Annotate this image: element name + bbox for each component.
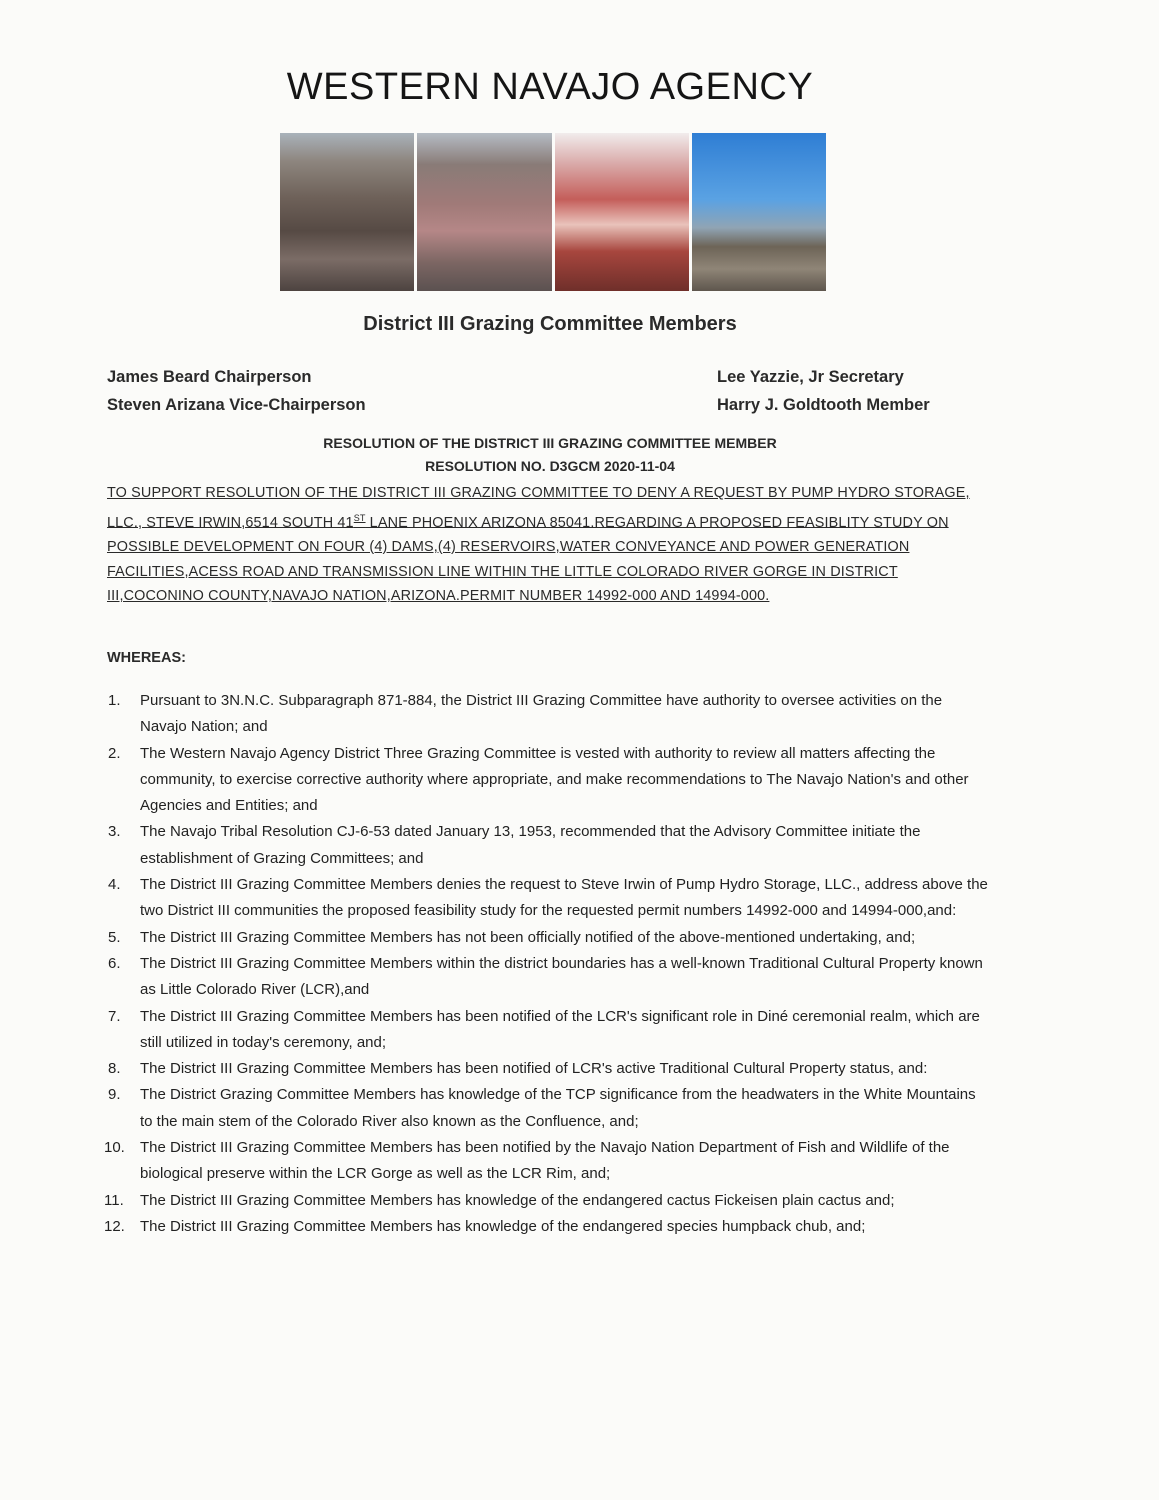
member-chairperson: James Beard Chairperson bbox=[107, 368, 312, 386]
clause bbox=[0, 741, 1159, 820]
agency-title: WESTERN NAVAJO AGENCY bbox=[286, 66, 814, 108]
clause-number: 9. bbox=[108, 1086, 121, 1104]
purpose-text-1: TO SUPPORT RESOLUTION OF THE DISTRICT III GRAZING COMMITTEE TO DENY A REQUEST BY PUMP HYDRO STORAGE, LLC., STEVE IRWIN,6514 SOUTH 41 bbox=[107, 485, 970, 531]
landscape-photo-banner bbox=[280, 133, 826, 291]
clause bbox=[0, 1135, 1159, 1188]
clause-text: The District III Grazing Committee Members has knowledge of the endangered species humpback chub, and; bbox=[140, 1217, 866, 1235]
clause-number: 7. bbox=[108, 1007, 121, 1025]
clause-text: The District III Grazing Committee Members has been notified of the LCR's significant role in Diné ceremonial realm, which are still utilized in today's ceremony, and; bbox=[140, 1007, 980, 1051]
purpose-text-2: LANE PHOENIX ARIZONA 85041.REGARDING A PROPOSED FEASIBLITY STUDY ON POSSIBLE DEVELOPMENT ON FOUR (4) DAMS,(4) RESERVOIRS,WATER CONVEYANCE AND POWER GENERATION FACILITIES,ACESS ROAD AND TRANSMISSION LINE WITHIN THE LITTLE COLORADO RIVER GORGE IN DISTRICT III,COCONINO COUNTY,NAVAJO NATION,ARIZONA.PERMIT NUMBER 14992-000 AND 14994-000. bbox=[107, 514, 949, 605]
resolution-purpose bbox=[107, 481, 975, 609]
clause-text: The Navajo Tribal Resolution CJ-6-53 dated January 13, 1953, recommended that the Advisory Committee initiate the establishment of Grazing Committees; and bbox=[140, 823, 921, 867]
clause-text: The District III Grazing Committee Members has been notified of LCR's active Traditional Cultural Property status, and: bbox=[140, 1060, 928, 1078]
red-rock-photo bbox=[555, 133, 689, 291]
clause-number: 1. bbox=[108, 692, 121, 709]
clause-text: The District III Grazing Committee Members denies the request to Steve Irwin of Pump Hydro Storage, LLC., address above the two District III communities the proposed feasibility study for the requested permit numbers 14992-000 and 14994-000,and: bbox=[140, 876, 988, 920]
resolution-number: RESOLUTION NO. D3GCM 2020-11-04 bbox=[425, 458, 675, 474]
clause-number: 11. bbox=[104, 1191, 124, 1209]
clause bbox=[0, 951, 1159, 1004]
clause bbox=[0, 1004, 1159, 1057]
clause-number: 6. bbox=[108, 954, 121, 972]
members-right bbox=[717, 363, 930, 419]
clause bbox=[0, 1056, 1159, 1082]
clause bbox=[0, 872, 1159, 925]
clause-text: The Western Navajo Agency District Three Grazing Committee is vested with authority to review all matters affecting the community, to exercise corrective authority where appropriate, and make recommendations to The Navajo Nation's and other Agencies and Entities; and bbox=[140, 744, 969, 815]
clause-text: The District Grazing Committee Members has knowledge of the TCP significance from the headwaters in the White Mountains to the main stem of the Colorado River also known as the Confluence, and; bbox=[140, 1086, 976, 1130]
clause bbox=[0, 925, 1159, 951]
clause-text: The District III Grazing Committee Members has knowledge of the endangered cactus Fickeisen plain cactus and; bbox=[140, 1191, 895, 1209]
clause bbox=[0, 819, 1159, 872]
member-vice-chairperson: Steven Arizana Vice-Chairperson bbox=[107, 396, 366, 414]
clause-text: The District III Grazing Committee Members within the district boundaries has a well-known Traditional Cultural Property known as Little Colorado River (LCR),and bbox=[140, 954, 983, 999]
clause-number: 10. bbox=[104, 1139, 125, 1157]
clause bbox=[0, 1214, 1159, 1240]
clause-text: The District III Grazing Committee Members has not been officially notified of the above-mentioned undertaking, and; bbox=[140, 928, 916, 946]
clause-text: The District III Grazing Committee Members has been notified by the Navajo Nation Department of Fish and Wildlife of the biological preserve within the LCR Gorge as well as the LCR Rim, and; bbox=[140, 1139, 950, 1183]
committee-title: District III Grazing Committee Members bbox=[363, 313, 737, 335]
clause-number: 2. bbox=[108, 744, 121, 762]
clause-number: 5. bbox=[108, 928, 121, 946]
member-secretary: Lee Yazzie, Jr Secretary bbox=[717, 368, 904, 386]
resolution-heading: RESOLUTION OF THE DISTRICT III GRAZING COMMITTEE MEMBER bbox=[323, 435, 777, 451]
clause-number: 8. bbox=[108, 1060, 121, 1078]
mesa-photo bbox=[692, 133, 826, 291]
clause-number: 4. bbox=[108, 876, 121, 894]
clause-number: 12. bbox=[104, 1217, 125, 1235]
whereas-clauses bbox=[0, 688, 1159, 1240]
clause bbox=[0, 1188, 1159, 1214]
whereas-label: WHEREAS: bbox=[107, 650, 186, 666]
clause-number: 3. bbox=[108, 823, 121, 841]
clause bbox=[0, 688, 1159, 741]
canyon-photo-2 bbox=[417, 133, 551, 291]
canyon-photo-1 bbox=[280, 133, 414, 291]
clause-text: Pursuant to 3N.N.C. Subparagraph 871-884, the District III Grazing Committee have authority to oversee activities on the Navajo Nation; and bbox=[140, 692, 943, 736]
members-left bbox=[107, 363, 366, 419]
purpose-superscript: ST bbox=[353, 512, 366, 523]
member-member: Harry J. Goldtooth Member bbox=[717, 396, 930, 414]
clause bbox=[0, 1082, 1159, 1135]
